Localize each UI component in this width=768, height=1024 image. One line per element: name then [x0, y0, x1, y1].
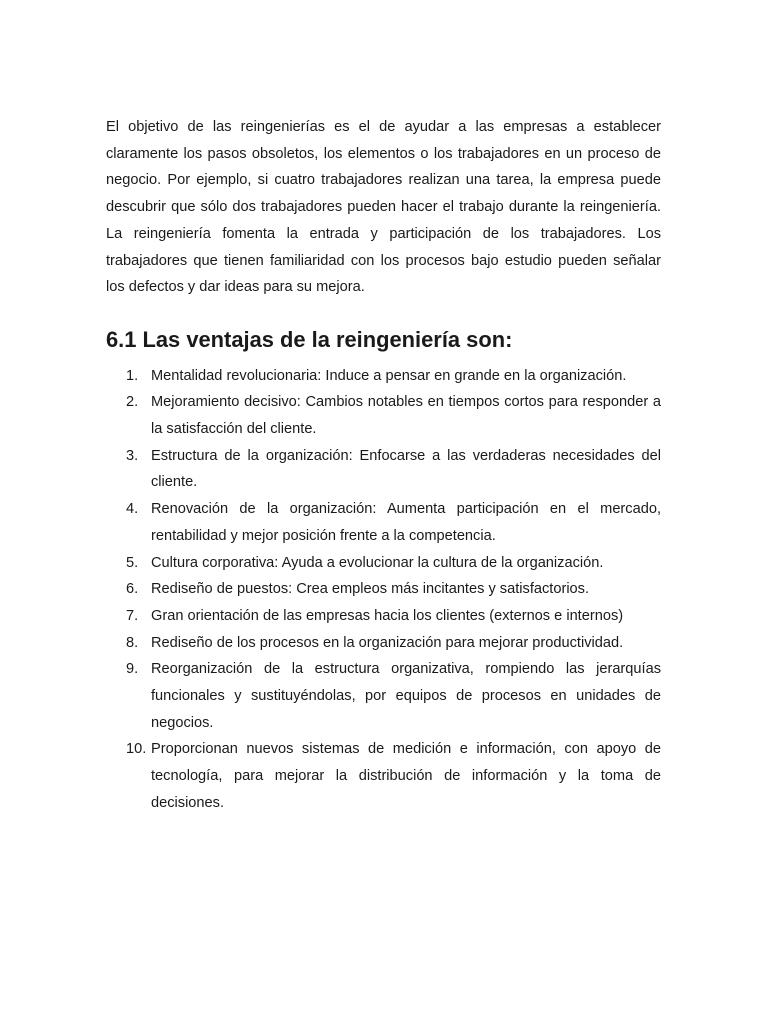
- list-item: [106, 736, 661, 816]
- document-page: [106, 114, 661, 817]
- list-item: [106, 630, 661, 657]
- list-item-text: Estructura de la organización: Enfocarse a las verdaderas necesidades del cliente.: [151, 447, 661, 491]
- advantages-list: [106, 363, 661, 817]
- list-item: [106, 496, 661, 549]
- list-item-text: Rediseño de los procesos en la organización para mejorar productividad.: [151, 634, 624, 651]
- list-item-number: 2.: [126, 394, 139, 411]
- list-item: [106, 603, 661, 630]
- intro-paragraph: El objetivo de las reingenierías es el de ayudar a las empresas a establecer claramente los pasos obsoletos, los elementos o los trabajadores en un proceso de negocio. Por ejemplo, si cuatro trabajadores realizan una tarea, la empresa puede descubrir que sólo dos trabajadores pueden hacer el trabajo durante la reingeniería. La reingeniería fomenta la entrada y participación de los trabajadores. Los trabajadores que tienen familiaridad con los procesos bajo estudio pueden señalar los defectos y dar ideas para su mejora.: [106, 119, 661, 296]
- list-item-text: Mentalidad revolucionaria: Induce a pensar en grande en la organización.: [151, 367, 627, 384]
- list-item-text: Mejoramiento decisivo: Cambios notables en tiempos cortos para responder a la satisfacción del cliente.: [151, 394, 661, 438]
- list-item-text: Gran orientación de las empresas hacia los clientes (externos e internos): [151, 607, 624, 624]
- list-item: [106, 443, 661, 496]
- section-heading: 6.1 Las ventajas de la reingeniería son:: [106, 326, 513, 352]
- list-item-number: 3.: [126, 447, 139, 464]
- list-item: [106, 550, 661, 577]
- list-item-text: Reorganización de la estructura organizativa, rompiendo las jerarquías funcionales y sustituyéndolas, por equipos de procesos en unidades de negocios.: [151, 661, 661, 731]
- list-item-number: 10.: [126, 741, 147, 758]
- list-item-text: Renovación de la organización: Aumenta participación en el mercado, rentabilidad y mejor posición frente a la competencia.: [151, 501, 661, 544]
- list-item-text: Rediseño de puestos: Crea empleos más incitantes y satisfactorios.: [151, 581, 590, 598]
- list-item: [106, 389, 661, 442]
- list-item-number: 5.: [126, 554, 139, 571]
- list-item-number: 1.: [126, 367, 139, 384]
- list-item: [106, 363, 661, 390]
- list-item-text: Proporcionan nuevos sistemas de medición e información, con apoyo de tecnología, para mejorar la distribución de información y la toma de decisiones.: [151, 741, 661, 811]
- list-item-number: 9.: [126, 661, 139, 678]
- list-item-number: 8.: [126, 634, 139, 651]
- list-item-number: 6.: [126, 581, 139, 598]
- list-item: [106, 656, 661, 736]
- list-item-number: 7.: [126, 607, 139, 624]
- list-item-text: Cultura corporativa: Ayuda a evolucionar la cultura de la organización.: [151, 554, 604, 571]
- list-item: [106, 576, 661, 603]
- list-item-number: 4.: [126, 501, 139, 518]
